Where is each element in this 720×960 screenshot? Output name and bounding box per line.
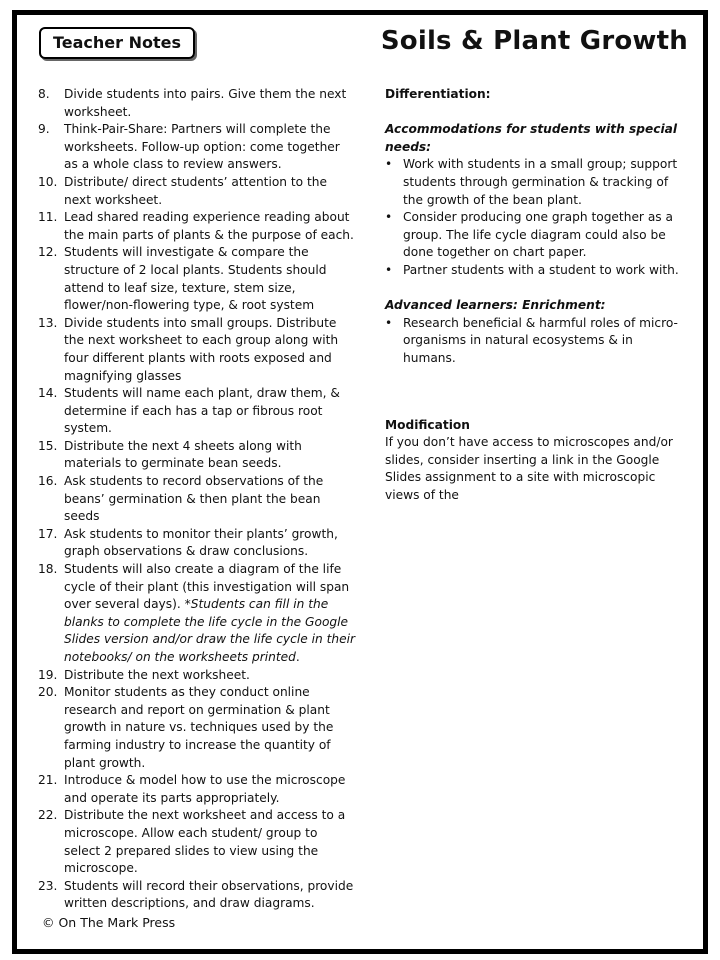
step-text	[64, 174, 356, 209]
step-number: 15.	[38, 438, 58, 453]
step-text	[64, 385, 356, 438]
step-text	[64, 878, 356, 913]
step-number: 22.	[38, 808, 58, 823]
bullet-text: Work with students in a small group; support students through germination & tracking of the growth of the bean plant.	[403, 157, 678, 207]
step-number: 20.	[38, 685, 58, 700]
step-text-main: Think-Pair-Share: Partners will complete the worksheets. Follow-up option: come together as a whole class to review answers.	[64, 122, 340, 172]
advanced-list	[385, 315, 685, 368]
step-text	[64, 121, 356, 174]
step-number: 23.	[38, 878, 58, 893]
step-text	[64, 315, 356, 385]
step-item	[38, 526, 356, 561]
differentiation-heading: Differentiation:	[385, 87, 491, 101]
step-item	[38, 684, 356, 772]
step-text-main: Distribute/ direct students’ attention to the next worksheet.	[64, 174, 327, 207]
teacher-notes-badge: Teacher Notes	[39, 27, 195, 59]
step-text-main: Monitor students as they conduct online research and report on germination & plant growth in nature vs. techniques used by the farming industry to increase the quantity of plant growth.	[64, 685, 334, 770]
step-number: 10.	[38, 174, 58, 189]
step-text	[64, 772, 356, 807]
step-text	[64, 86, 356, 121]
step-item	[38, 878, 356, 913]
bullet-text: Consider producing one graph together as a group. The life cycle diagram could also be done together on chart paper.	[403, 210, 673, 260]
bullet-item	[385, 209, 685, 262]
step-text	[64, 667, 356, 685]
step-item	[38, 772, 356, 807]
step-text-main: Students will investigate & compare the structure of 2 local plants. Students should attend to leaf size, texture, stem size, flower/non-flowering type, & root system	[64, 245, 327, 313]
step-number: 12.	[38, 245, 58, 260]
steps-column	[38, 86, 356, 913]
step-number: 21.	[38, 773, 58, 788]
step-text-main: Ask students to record observations of the beans’ germination & then plant the bean seeds	[64, 474, 324, 524]
modification-text: If you don’t have access to microscopes and/or slides, consider inserting a link in the Google Slides assignment to a site with microscopic views of the	[385, 435, 673, 502]
step-item	[38, 561, 356, 667]
step-number: 14.	[38, 386, 58, 401]
step-text-main: Divide students into pairs. Give them the next worksheet.	[64, 87, 347, 119]
step-text-main: Distribute the next 4 sheets along with materials to germinate bean seeds.	[64, 438, 302, 471]
step-text	[64, 526, 356, 561]
step-text	[64, 473, 356, 526]
step-text-main: Students will also create a diagram of the life cycle of their plant (this investigation will span over several days).	[64, 562, 350, 612]
step-item	[38, 86, 356, 121]
step-item	[38, 209, 356, 244]
step-text-main: Introduce & model how to use the microscope and operate its parts appropriately.	[64, 773, 346, 805]
bullet-icon: •	[385, 157, 393, 172]
step-text	[64, 561, 356, 667]
step-number: 11.	[38, 210, 58, 225]
step-text-main: Lead shared reading experience reading about the main parts of plants & the purpose of each.	[64, 210, 354, 242]
step-text-main: Distribute the next worksheet and access to a microscope. Allow each student/ group to select 2 prepared slides to view using the microscope.	[64, 808, 346, 876]
bullet-item	[385, 156, 685, 209]
bullet-icon: •	[385, 210, 393, 225]
step-text	[64, 244, 356, 314]
step-text-main: Students will record their observations, provide written descriptions, and draw diagrams.	[64, 878, 354, 911]
step-item	[38, 174, 356, 209]
step-number: 8.	[38, 87, 50, 101]
step-text	[64, 438, 356, 473]
accommodations-list	[385, 156, 685, 279]
accommodations-heading: Accommodations for students with special needs:	[385, 122, 678, 154]
step-item	[38, 121, 356, 174]
bullet-icon: •	[385, 315, 393, 330]
bullet-item	[385, 315, 685, 368]
modification-heading: Modification	[385, 417, 470, 432]
page-title: Soils & Plant Growth	[380, 26, 688, 56]
bullet-text: Partner students with a student to work with.	[403, 262, 679, 277]
step-number: 16.	[38, 474, 58, 489]
step-item	[38, 667, 356, 685]
bullet-item	[385, 262, 685, 280]
step-item	[38, 385, 356, 438]
copyright-footer: © On The Mark Press	[42, 915, 176, 930]
step-number: 9.	[38, 122, 50, 137]
step-item	[38, 473, 356, 526]
step-text-main: Divide students into small groups. Distribute the next worksheet to each group along with four different plants with roots exposed and magnifying glasses	[64, 315, 339, 383]
bullet-text: Research beneficial & harmful roles of micro-organisms in natural ecosystems & in humans.	[403, 315, 678, 365]
differentiation-column	[385, 86, 685, 504]
step-number: 19.	[38, 667, 58, 682]
step-text	[64, 209, 356, 244]
step-item	[38, 807, 356, 877]
steps-list	[38, 86, 356, 913]
step-item	[38, 244, 356, 314]
step-text-tail: .	[295, 650, 300, 664]
step-number: 17.	[38, 526, 58, 541]
advanced-heading: Advanced learners: Enrichment:	[385, 298, 606, 313]
step-number: 13.	[38, 315, 58, 330]
step-item	[38, 315, 356, 385]
bullet-icon: •	[385, 262, 393, 277]
step-text-main: Students will name each plant, draw them, & determine if each has a tap or fibrous root system.	[64, 386, 340, 436]
step-item	[38, 438, 356, 473]
step-text-italic: *Students can fill in the blanks to complete the life cycle in the Google Slides version and/or draw the life cycle in their notebooks/ on the worksheets printed	[64, 597, 355, 664]
step-text-main: Ask students to monitor their plants’ growth, graph observations & draw conclusions.	[64, 526, 338, 559]
step-text	[64, 807, 356, 877]
step-text	[64, 684, 356, 772]
step-number: 18.	[38, 562, 58, 577]
step-text-main: Distribute the next worksheet.	[64, 667, 250, 682]
